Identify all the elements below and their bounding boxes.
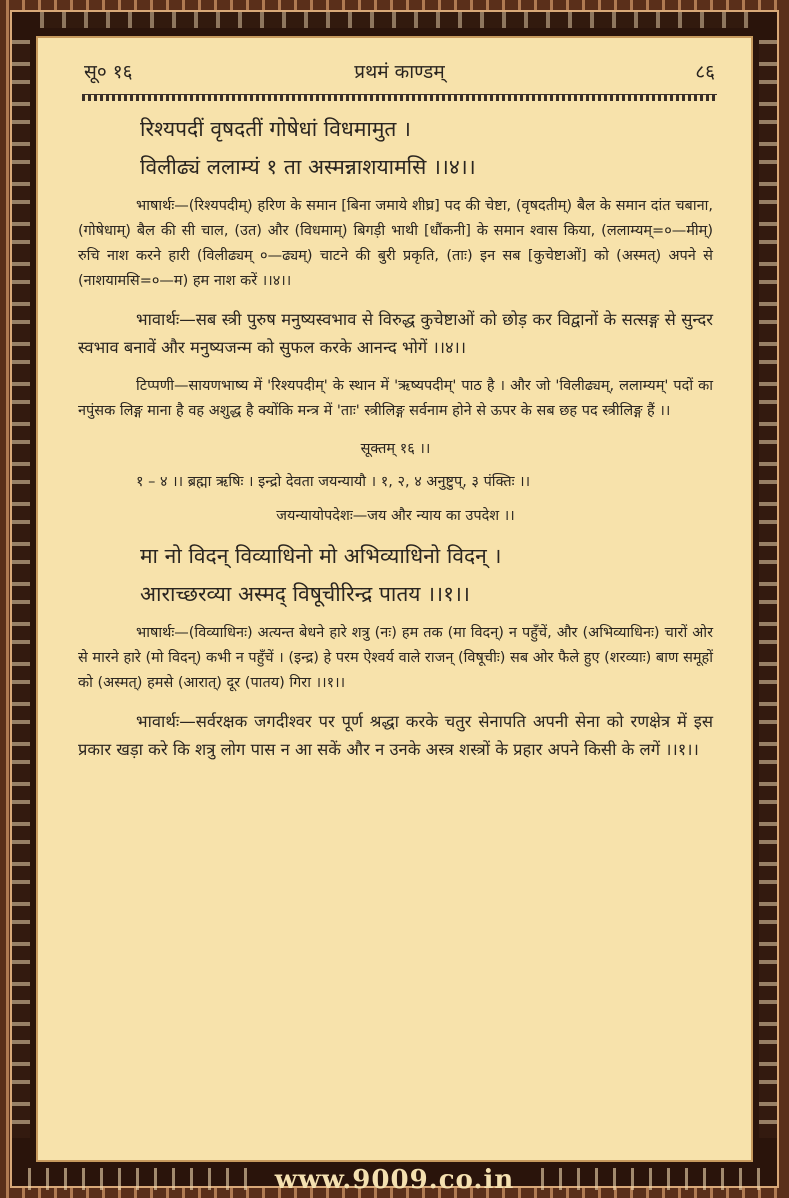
page-number: ८६ xyxy=(695,61,715,83)
sukta-number: सू० १६ xyxy=(84,61,133,83)
upadesha-line: जयन्यायोपदेशः—जय और न्याय का उपदेश ।। xyxy=(276,508,515,524)
scroll-ornament-left xyxy=(12,40,30,1138)
bhashartha-4: भाषार्थः—(रिश्यपदीम्) हरिण के समान [बिना जमाये शीघ्र] पद की चेष्टा, (वृषदतीम्) बैल के समान दांत चबाना, (गोषेधाम्) बैल की सी चाल, (उत) और (विधमाम्) बिगड़ी भाथी [धौंकनी] के समान श्वास किया, (ललाम्यम्=०—मीम्) रुचि नाश करने हारी (विलीढ्यम् ०—ढ्यम्) चाटने की बुरी प्रकृति, (ताः) इन सब [कुचेष्टाओं] को (अस्मत्) अपने से (नाशयामसि=०—म) हम नाश करें ।।४।। xyxy=(78,198,713,289)
book-page xyxy=(36,36,753,1162)
mantra-4-line-1: रिश्यपदीं वृषदतीं गोषेधां विधमामुत । xyxy=(140,117,411,141)
mantra-4-line-2: विलीढ्यं ललाम्यं १ ता अस्मन्नाशयामसि ।।४।। xyxy=(140,155,476,179)
scroll-ornament-right xyxy=(759,40,777,1138)
bhavartha-4: भावार्थः—सब स्त्री पुरुष मनुष्यस्वभाव से विरुद्ध कुचेष्टाओं को छोड़ कर विद्वानों के सत्सङ्ग से सुन्दर स्वभाव बनावें और मनुष्यजन्म को सुफल करके आनन्द भोगें ।।४।। xyxy=(78,310,713,357)
footer xyxy=(0,1162,789,1198)
rishi-devata-line: १ – ४ ।। ब्रह्मा ऋषिः । इन्द्रो देवता जयन्यायौ । १, २, ४ अनुष्टुप्, ३ पंक्तिः ।। xyxy=(136,474,531,490)
sukta-heading: सूक्तम् १६ ।। xyxy=(360,441,431,457)
scroll-ornament-top xyxy=(40,12,749,28)
website-url[interactable]: www.9009.co.in xyxy=(274,1165,515,1195)
bhashartha-1: भाषार्थः—(विव्याधिनः) अत्यन्त बेधने हारे शत्रु (नः) हम तक (मा विदन्) न पहुँचें, और (अभिव्याधिनः) चारों ओर से मारने हारे (मो विदन्) कभी न पहुँचें । (इन्द्र) हे परम ऐश्वर्य वाले राजन् (विषूचीः) सब ओर फैले हुए (शरव्याः) बाण समूहों को (अस्मत्) हमसे (आरात्) दूर (पातय) गिरा ।।१।। xyxy=(78,625,713,691)
bhavartha-1: भावार्थः—सर्वरक्षक जगदीश्वर पर पूर्ण श्रद्धा करके चतुर सेनापति अपनी सेना को रणक्षेत्र में इस प्रकार खड़ा करे कि शत्रु लोग पास न आ सकें और न उनके अस्त्र शस्त्रों के प्रहार अपने किसी के लगें ।।१।। xyxy=(78,712,713,759)
mantra-1-line-1: मा नो विदन् विव्याधिनो मो अभिव्याधिनो विदन् । xyxy=(140,544,502,568)
kanda-title: प्रथमं काण्डम् xyxy=(354,61,445,83)
mantra-1-line-2: आराच्छरव्या अस्मद् विषूचीरिन्द्र पातय ।।१।। xyxy=(140,582,470,606)
tippani: टिप्पणी—सायणभाष्य में 'रिश्यपदीम्' के स्थान में 'ऋष्यपदीम्' पाठ है । और जो 'विलीढ्यम्, ललाम्यम्' पदों का नपुंसक लिङ्ग माना है वह अशुद्ध है क्योंकि मन्त्र में 'ताः' स्त्रीलिङ्ग सर्वनाम होने से ऊपर के सब छह पद स्त्रीलिङ्ग हैं ।। xyxy=(78,378,713,419)
header-rule xyxy=(82,94,717,101)
page-content xyxy=(78,110,713,764)
page-header xyxy=(76,58,723,86)
